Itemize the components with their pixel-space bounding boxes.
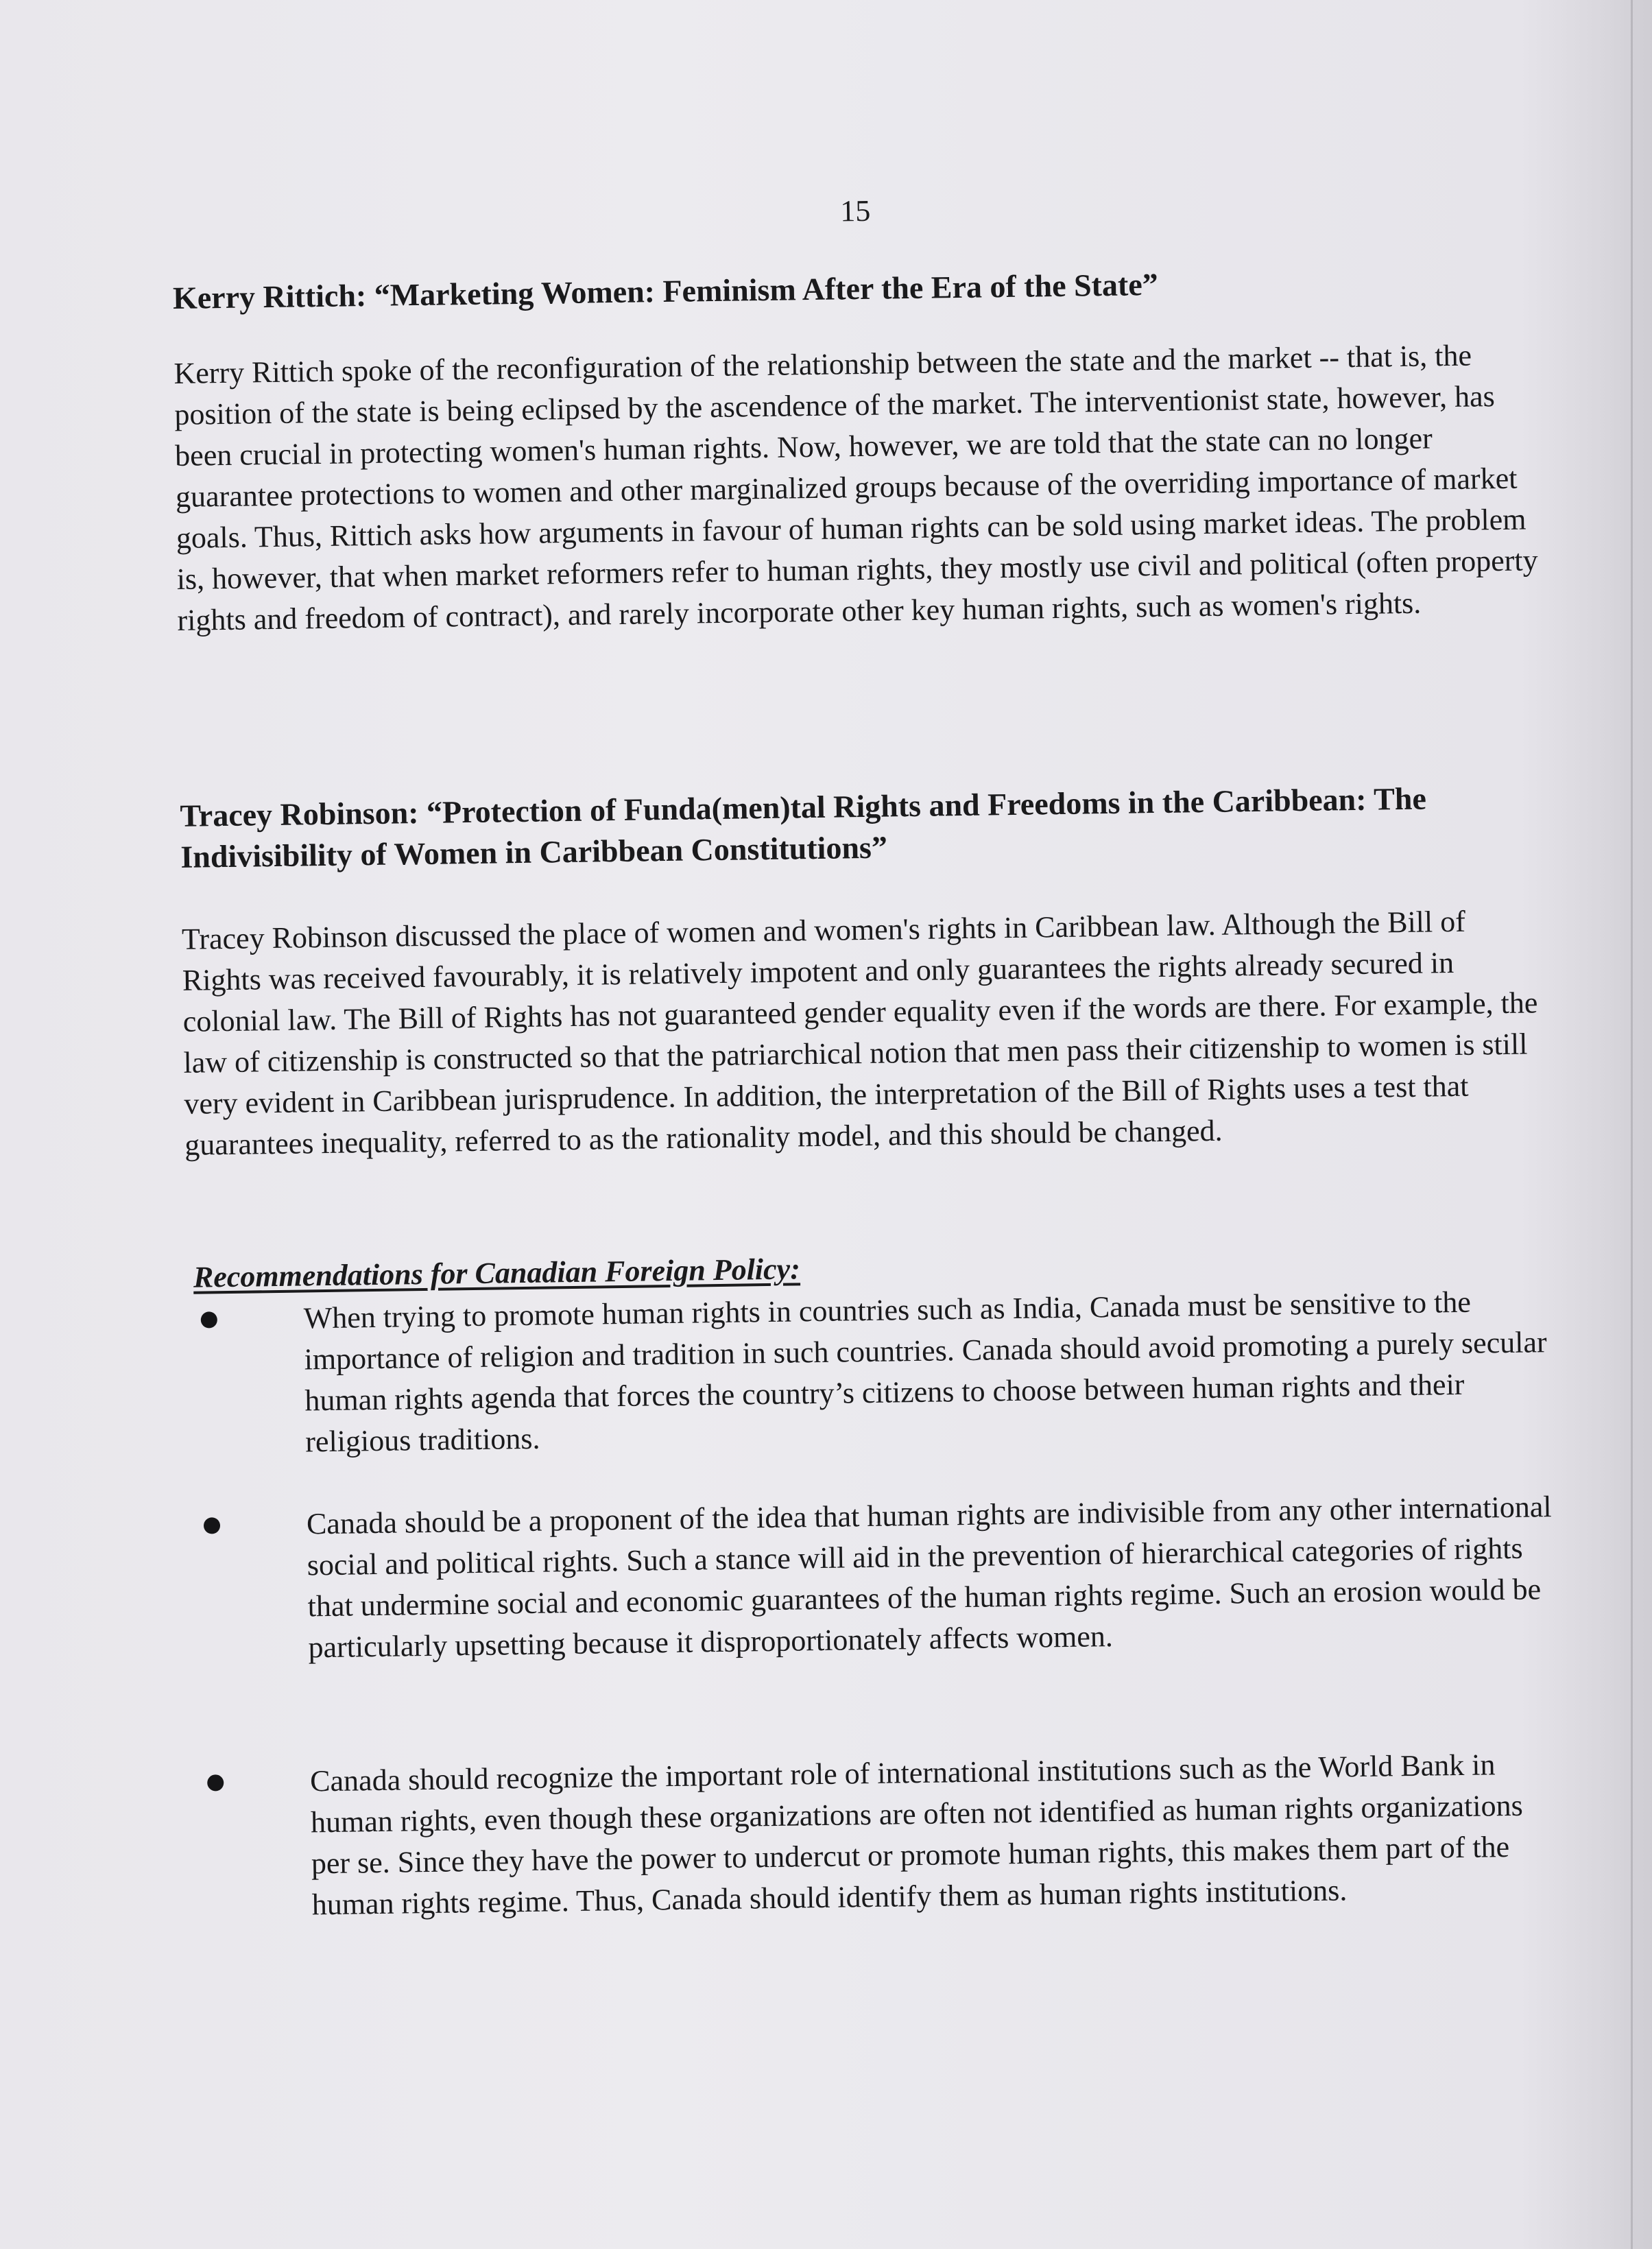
recommendation-text: Canada should be a proponent of the idea that human rights are indivisible from any other international social and political rights. Such a stance will aid in the prevention of hierarchical categories of rights that undermine social and economic guarantees of the human rights regime. Such an erosion would be particularly upsetting because it disproportionately affects women. [306, 1490, 1552, 1665]
bullet-icon [201, 1311, 217, 1328]
bullet-icon [204, 1517, 220, 1534]
section-body-robinson: Tracey Robinson discussed the place of women and women's rights in Caribbean law. Although the Bill of Rights was received favourably, it is relatively impotent and only guarantees the rights already secured in colonial law. The Bill of Rights has not guaranteed gender equality even if the words are there. For example, the law of citizenship is constructed so that the patriarchical notion that men pass their citizenship to women is still very evident in Caribbean jurisprudence. In addition, the interpretation of the Bill of Rights uses a test that guarantees inequality, referred to as the rationality model, and this should be changed. [181, 904, 1538, 1162]
recommendation-text: When trying to promote human rights in countries such as India, Canada must be sensitive to the importance of religion and tradition in such countries. Canada should avoid promoting a purely secular human rights agenda that forces the country’s citizens to choose between human rights and their religious traditions. [303, 1285, 1547, 1459]
bullet-icon [207, 1774, 224, 1791]
recommendations-heading: Recommendations for Canadian Foreign Policy: [193, 1252, 801, 1294]
recommendation-item [193, 1744, 1558, 1922]
section-heading-robinson: Tracey Robinson: “Protection of Funda(men)tal Rights and Freedoms in the Caribbean: The Indivisibility of Women in Caribbean Constitutions” [180, 781, 1427, 874]
recommendation-item [190, 1486, 1555, 1665]
page-content [171, 180, 1552, 1922]
page-number: 15 [840, 193, 871, 228]
recommendation-text: Canada should recognize the important role of international institutions such as the World Bank in human rights, even though these organizations are often not identified as human rights organizations per se. Since they have the power to undercut or promote human rights, this makes them part of the human rights regime. Thus, Canada should identify them as human rights institutions. [309, 1748, 1523, 1922]
section-body-rittich: Kerry Rittich spoke of the reconfiguration of the relationship between the state and the market -- that is, the position of the state is being eclipsed by the ascendence of the market. The interventionist state, however, has been crucial in protecting women's human rights. Now, however, we are told that the state can no longer guarantee protections to women and other marginalized groups because of the overriding importance of market goals. Thus, Rittich asks how arguments in favour of human rights can be sold using market ideas. The problem is, however, that when market reformers refer to human rights, they mostly use civil and political (often property rights and freedom of contract), and rarely incorporate other key human rights, such as women's rights. [173, 338, 1538, 637]
page-edge [1631, 0, 1633, 2249]
section-heading-rittich: Kerry Rittich: “Marketing Women: Feminism After the Era of the State” [172, 266, 1158, 316]
